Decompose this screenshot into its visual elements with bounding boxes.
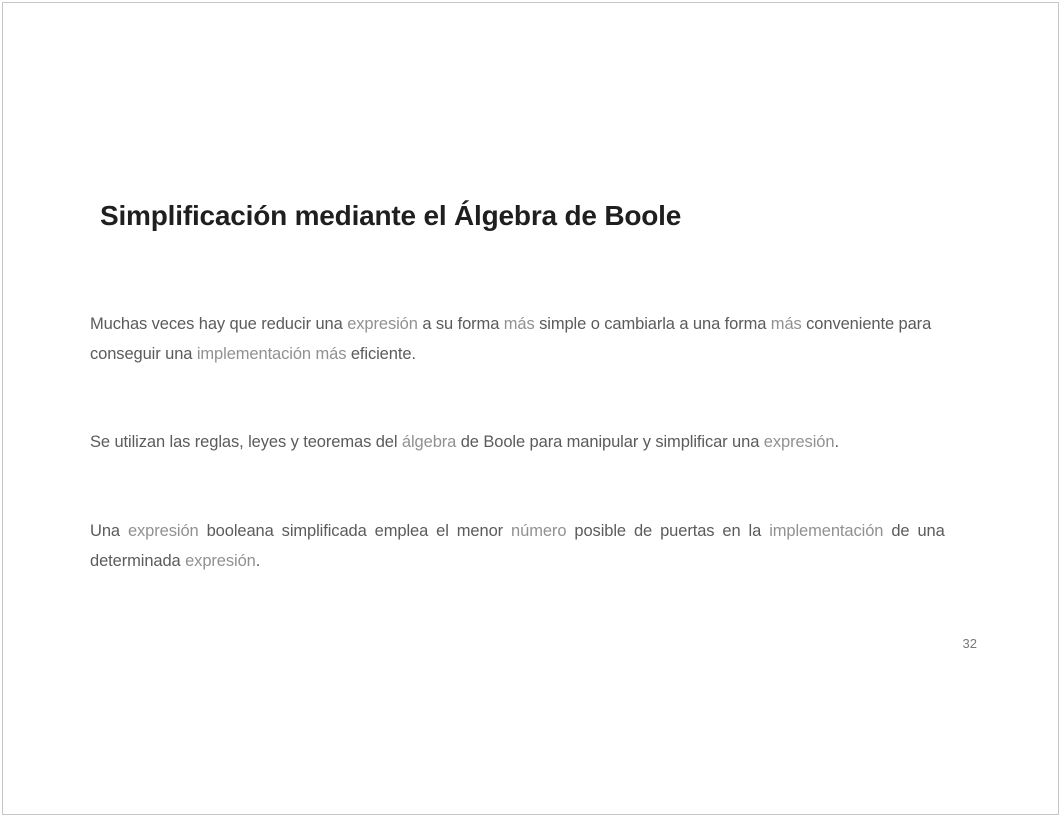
text-segment: a su forma — [417, 315, 504, 333]
text-segment-light: álgebra — [401, 433, 457, 451]
text-segment-light: más — [503, 315, 535, 333]
text-segment: Muchas veces hay que reducir una — [90, 315, 348, 333]
text-segment-light: implementación más — [196, 345, 347, 363]
text-segment: de una — [883, 522, 945, 540]
text-segment: Se utilizan las reglas, leyes y teoremas del — [90, 433, 402, 451]
paragraph — [90, 427, 952, 457]
slide-body — [90, 3, 952, 814]
text-segment: de Boole para manipular y simplificar una — [456, 433, 764, 451]
text-segment-light: implementación — [769, 522, 884, 540]
text-line — [90, 546, 952, 576]
text-segment: booleana simplificada emplea el menor — [198, 522, 512, 540]
slide-canvas — [2, 2, 1059, 815]
slide-title: Simplificación mediante el Álgebra de Boole — [100, 200, 682, 231]
text-segment: simple o cambiarla a una forma — [534, 315, 771, 333]
paragraph — [90, 516, 952, 576]
text-line — [90, 339, 952, 369]
text-segment-light: expresión — [127, 522, 199, 540]
text-segment-light: expresión — [763, 433, 835, 451]
text-segment: . — [834, 433, 839, 451]
text-segment: conseguir una — [90, 345, 197, 363]
paragraph — [90, 309, 952, 369]
text-segment: eficiente. — [346, 345, 416, 363]
text-line — [90, 516, 952, 546]
text-segment: . — [255, 552, 261, 570]
text-segment: determinada — [90, 552, 186, 570]
text-segment: conveniente para — [801, 315, 932, 333]
text-segment-light: expresión — [185, 552, 256, 570]
text-line — [90, 309, 952, 339]
text-segment: posible de puertas en la — [566, 522, 770, 540]
text-line — [90, 427, 952, 457]
text-segment-light: más — [770, 315, 802, 333]
text-segment-light: expresión — [347, 315, 418, 333]
page-number: 32 — [962, 636, 977, 651]
text-segment-light: número — [511, 522, 567, 540]
text-segment: Una — [90, 522, 128, 540]
